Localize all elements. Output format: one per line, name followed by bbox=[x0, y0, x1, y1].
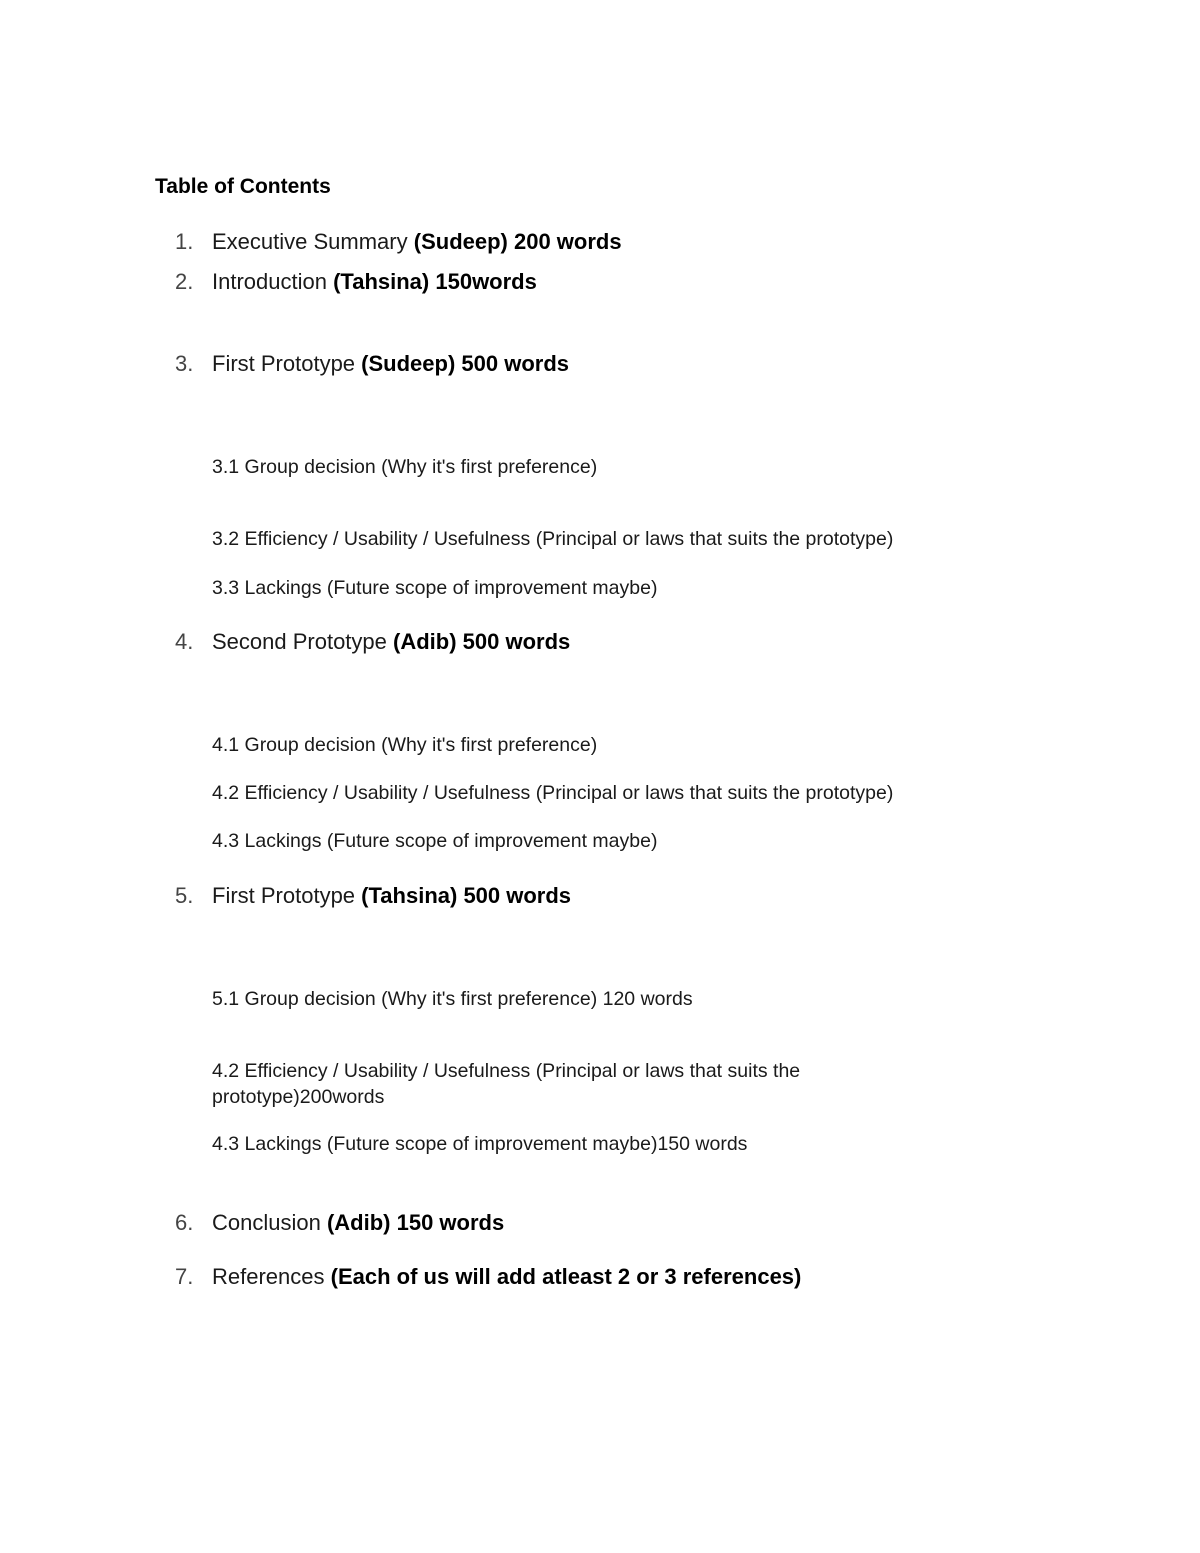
toc-item-assignment: (Adib) 500 words bbox=[393, 629, 571, 654]
toc-subsection-3-3: 3.3 Lackings (Future scope of improvement maybe) bbox=[212, 577, 658, 599]
toc-item-label: First Prototype bbox=[212, 883, 356, 908]
toc-item-conclusion bbox=[175, 1208, 504, 1238]
toc-subsection-3-2: 3.2 Efficiency / Usability / Usefulness (Principal or laws that suits the prototype) bbox=[212, 528, 894, 550]
toc-subsection-4-1: 4.1 Group decision (Why it's first preference) bbox=[212, 734, 598, 756]
toc-item-executive-summary bbox=[175, 227, 622, 257]
toc-subsection-4-2: 4.2 Efficiency / Usability / Usefulness (Principal or laws that suits the prototype) bbox=[212, 782, 894, 804]
toc-item-number: 2. bbox=[175, 269, 194, 294]
toc-item-assignment: (Tahsina) 150words bbox=[333, 269, 537, 294]
toc-item-number: 4. bbox=[175, 629, 194, 654]
toc-item-label: Introduction bbox=[212, 269, 327, 294]
toc-item-first-prototype-2 bbox=[175, 881, 571, 911]
toc-item-number: 7. bbox=[175, 1264, 194, 1289]
toc-item-assignment: (Adib) 150 words bbox=[326, 1210, 505, 1235]
toc-item-number: 5. bbox=[175, 883, 194, 908]
toc-item-label: Conclusion bbox=[212, 1210, 321, 1235]
toc-subsection-5-1: 5.1 Group decision (Why it's first preference) 120 words bbox=[212, 988, 693, 1010]
toc-item-label: First Prototype bbox=[212, 351, 356, 376]
toc-item-references bbox=[175, 1262, 801, 1292]
toc-item-first-prototype bbox=[175, 349, 569, 379]
toc-subsection-4-3: 4.3 Lackings (Future scope of improvement maybe) bbox=[212, 830, 658, 852]
toc-item-assignment: (Sudeep) 500 words bbox=[361, 351, 570, 376]
document-title: Table of Contents bbox=[155, 175, 331, 198]
toc-item-number: 1. bbox=[175, 229, 194, 254]
toc-subsection-3-1: 3.1 Group decision (Why it's first preference) bbox=[212, 456, 598, 478]
toc-item-label: Executive Summary bbox=[212, 229, 408, 254]
toc-item-label: References bbox=[212, 1264, 325, 1289]
toc-item-label: Second Prototype bbox=[212, 629, 387, 654]
toc-subsection-5-2-line2: prototype)200words bbox=[212, 1086, 385, 1108]
toc-item-assignment: (Tahsina) 500 words bbox=[361, 883, 572, 908]
toc-item-number: 6. bbox=[175, 1210, 194, 1235]
toc-item-assignment: (Each of us will add atleast 2 or 3 references) bbox=[330, 1264, 802, 1289]
toc-item-second-prototype bbox=[175, 627, 570, 657]
toc-subsection-5-2-line1: 4.2 Efficiency / Usability / Usefulness (Principal or laws that suits the bbox=[212, 1060, 801, 1082]
toc-item-number: 3. bbox=[175, 351, 194, 376]
toc-item-introduction bbox=[175, 267, 537, 297]
toc-subsection-5-3: 4.3 Lackings (Future scope of improvement maybe)150 words bbox=[212, 1133, 748, 1155]
toc-item-assignment: (Sudeep) 200 words bbox=[413, 229, 622, 254]
